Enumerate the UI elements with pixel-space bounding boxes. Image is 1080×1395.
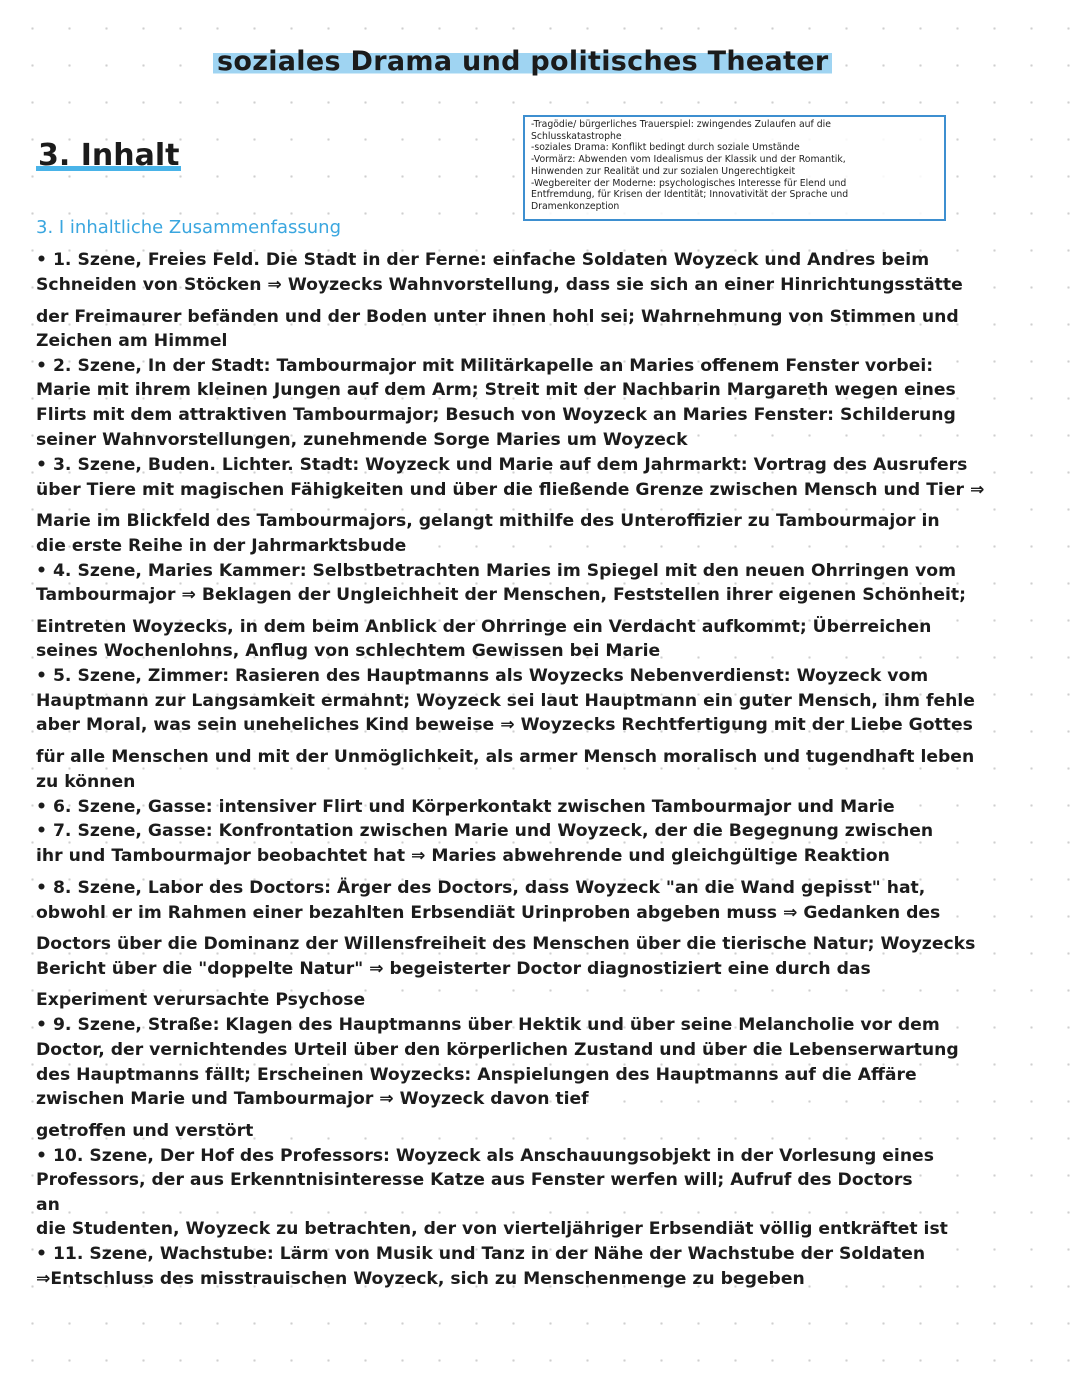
summary-line: Hauptmann zur Langsamkeit ermahnt; Woyzeck sei laut Hauptmann ein guter Mensch, ihm fehle: [36, 691, 975, 711]
summary-line: Schneiden von Stöcken ⇒ Woyzecks Wahnvorstellung, dass sie sich an einer Hinrichtungsstätte: [36, 275, 963, 295]
summary-line: seines Wochenlohns, Anflug von schlechtem Gewissen bei Marie: [36, 641, 661, 661]
summary-line: • 2. Szene, In der Stadt: Tambourmajor mit Militärkapelle an Maries offenem Fenster vorbei:: [36, 356, 934, 376]
info-line: Hinwenden zur Realität und zur sozialen Ungerechtigkeit: [531, 165, 796, 177]
summary-line: Tambourmajor ⇒ Beklagen der Ungleichheit der Menschen, Feststellen ihrer eigenen Schönheit;: [36, 585, 966, 605]
summary-line: über Tiere mit magischen Fähigkeiten und über die fließende Grenze zwischen Mensch und Tier ⇒: [36, 480, 985, 500]
summary-line: der Freimaurer befänden und der Boden unter ihnen hohl sei; Wahrnehmung von Stimmen und: [36, 307, 959, 327]
summary-line: die erste Reihe in der Jahrmarktsbude: [36, 536, 407, 556]
summary-line: seiner Wahnvorstellungen, zunehmende Sorge Maries um Woyzeck: [36, 430, 688, 450]
summary-line: • 4. Szene, Maries Kammer: Selbstbetrachten Maries im Spiegel mit den neuen Ohrringen vom: [36, 561, 957, 581]
summary-line: Doctor, der vernichtendes Urteil über den körperlichen Zustand und über die Lebenserwartung: [36, 1040, 959, 1060]
summary-line: getroffen und verstört: [36, 1121, 254, 1141]
info-line: -Tragödie/ bürgerliches Trauerspiel: zwingendes Zulaufen auf die: [531, 119, 831, 130]
summary-line: Marie mit ihrem kleinen Jungen auf dem Arm; Streit mit der Nachbarin Margareth wegen eines: [36, 380, 956, 400]
summary-line: • 11. Szene, Wachstube: Lärm von Musik und Tanz in der Nähe der Wachstube der Soldaten: [36, 1244, 926, 1264]
summary-line: Bericht über die "doppelte Natur" ⇒ begeisterter Doctor diagnostiziert eine durch das: [36, 959, 871, 979]
summary-line: • 6. Szene, Gasse: intensiver Flirt und Körperkontakt zwischen Tambourmajor und Marie: [36, 797, 895, 817]
info-line: Schlusskatastrophe: [531, 130, 622, 142]
sub-heading: 3. I inhaltliche Zusammenfassung: [36, 217, 341, 238]
summary-line: • 3. Szene, Buden. Lichter. Stadt: Woyzeck und Marie auf dem Jahrmarkt: Vortrag des Ausrufers: [36, 455, 968, 475]
summary-line: für alle Menschen und mit der Unmöglichkeit, als armer Mensch moralisch und tugendhaft leben: [36, 747, 975, 767]
summary-line: ihr und Tambourmajor beobachtet hat ⇒ Maries abwehrende und gleichgültige Reaktion: [36, 846, 890, 866]
page-title: soziales Drama und politisches Theater: [213, 46, 832, 77]
summary-line: die Studenten, Woyzeck zu betrachten, der von vierteljähriger Erbsendiät völlig entkräftet ist: [36, 1219, 948, 1239]
info-box: [523, 115, 946, 221]
summary-line: ⇒Entschluss des misstrauischen Woyzeck, sich zu Menschenmenge zu begeben: [36, 1269, 805, 1289]
info-line: Entfremdung, für Krisen der Identität; Innovativität der Sprache und: [531, 189, 849, 201]
summary-line: zu können: [36, 772, 136, 792]
summary-line: Zeichen am Himmel: [36, 331, 228, 351]
summary-line: Professors, der aus Erkenntnisinteresse Katze aus Fenster werfen will; Aufruf des Doctors: [36, 1170, 913, 1190]
info-line: -Vormärz: Abwenden vom Idealismus der Klassik und der Romantik,: [531, 154, 846, 166]
info-line: Dramenkonzeption: [531, 200, 620, 212]
summary-line: Flirts mit dem attraktiven Tambourmajor; Besuch von Woyzeck an Maries Fenster: Schilderung: [36, 405, 956, 425]
summary-line: zwischen Marie und Tambourmajor ⇒ Woyzeck davon tief: [36, 1089, 589, 1109]
summary-line: an: [36, 1195, 60, 1215]
summary-line: obwohl er im Rahmen einer bezahlten Erbsendiät Urinproben abgeben muss ⇒ Gedanken des: [36, 903, 941, 923]
summary-line: • 8. Szene, Labor des Doctors: Ärger des Doctors, dass Woyzeck "an die Wand gepisst" hat,: [36, 878, 926, 898]
summary-line: Marie im Blickfeld des Tambourmajors, gelangt mithilfe des Unteroffizier zu Tambourmajor in: [36, 511, 940, 531]
summary-line: Eintreten Woyzecks, in dem beim Anblick der Ohrringe ein Verdacht aufkommt; Überreichen: [36, 617, 932, 637]
summary-line: • 9. Szene, Straße: Klagen des Hauptmanns über Hektik und über seine Melancholie vor dem: [36, 1015, 940, 1035]
section-heading: 3. Inhalt: [38, 138, 180, 173]
summary-line: aber Moral, was sein uneheliches Kind beweise ⇒ Woyzecks Rechtfertigung mit der Liebe Gottes: [36, 715, 973, 735]
info-line: -Wegbereiter der Moderne: psychologisches Interesse für Elend und: [531, 177, 847, 189]
summary-line: • 1. Szene, Freies Feld. Die Stadt in der Ferne: einfache Soldaten Woyzeck und Andres beim: [36, 250, 930, 270]
summary-line: • 7. Szene, Gasse: Konfrontation zwischen Marie und Woyzeck, der die Begegnung zwischen: [36, 821, 934, 841]
summary-line: • 10. Szene, Der Hof des Professors: Woyzeck als Anschauungsobjekt in der Vorlesung eines: [36, 1146, 934, 1166]
summary-line: Doctors über die Dominanz der Willensfreiheit des Menschen über die tierische Natur; Woyzecks: [36, 934, 976, 954]
summary-line: des Hauptmanns fällt; Erscheinen Woyzecks: Anspielungen des Hauptmanns auf die Affäre: [36, 1065, 917, 1085]
summary-line: • 5. Szene, Zimmer: Rasieren des Hauptmanns als Woyzecks Nebenverdienst: Woyzeck vom: [36, 666, 929, 686]
summary-line: Experiment verursachte Psychose: [36, 990, 366, 1010]
info-line: -soziales Drama: Konflikt bedingt durch soziale Umstände: [531, 142, 800, 154]
